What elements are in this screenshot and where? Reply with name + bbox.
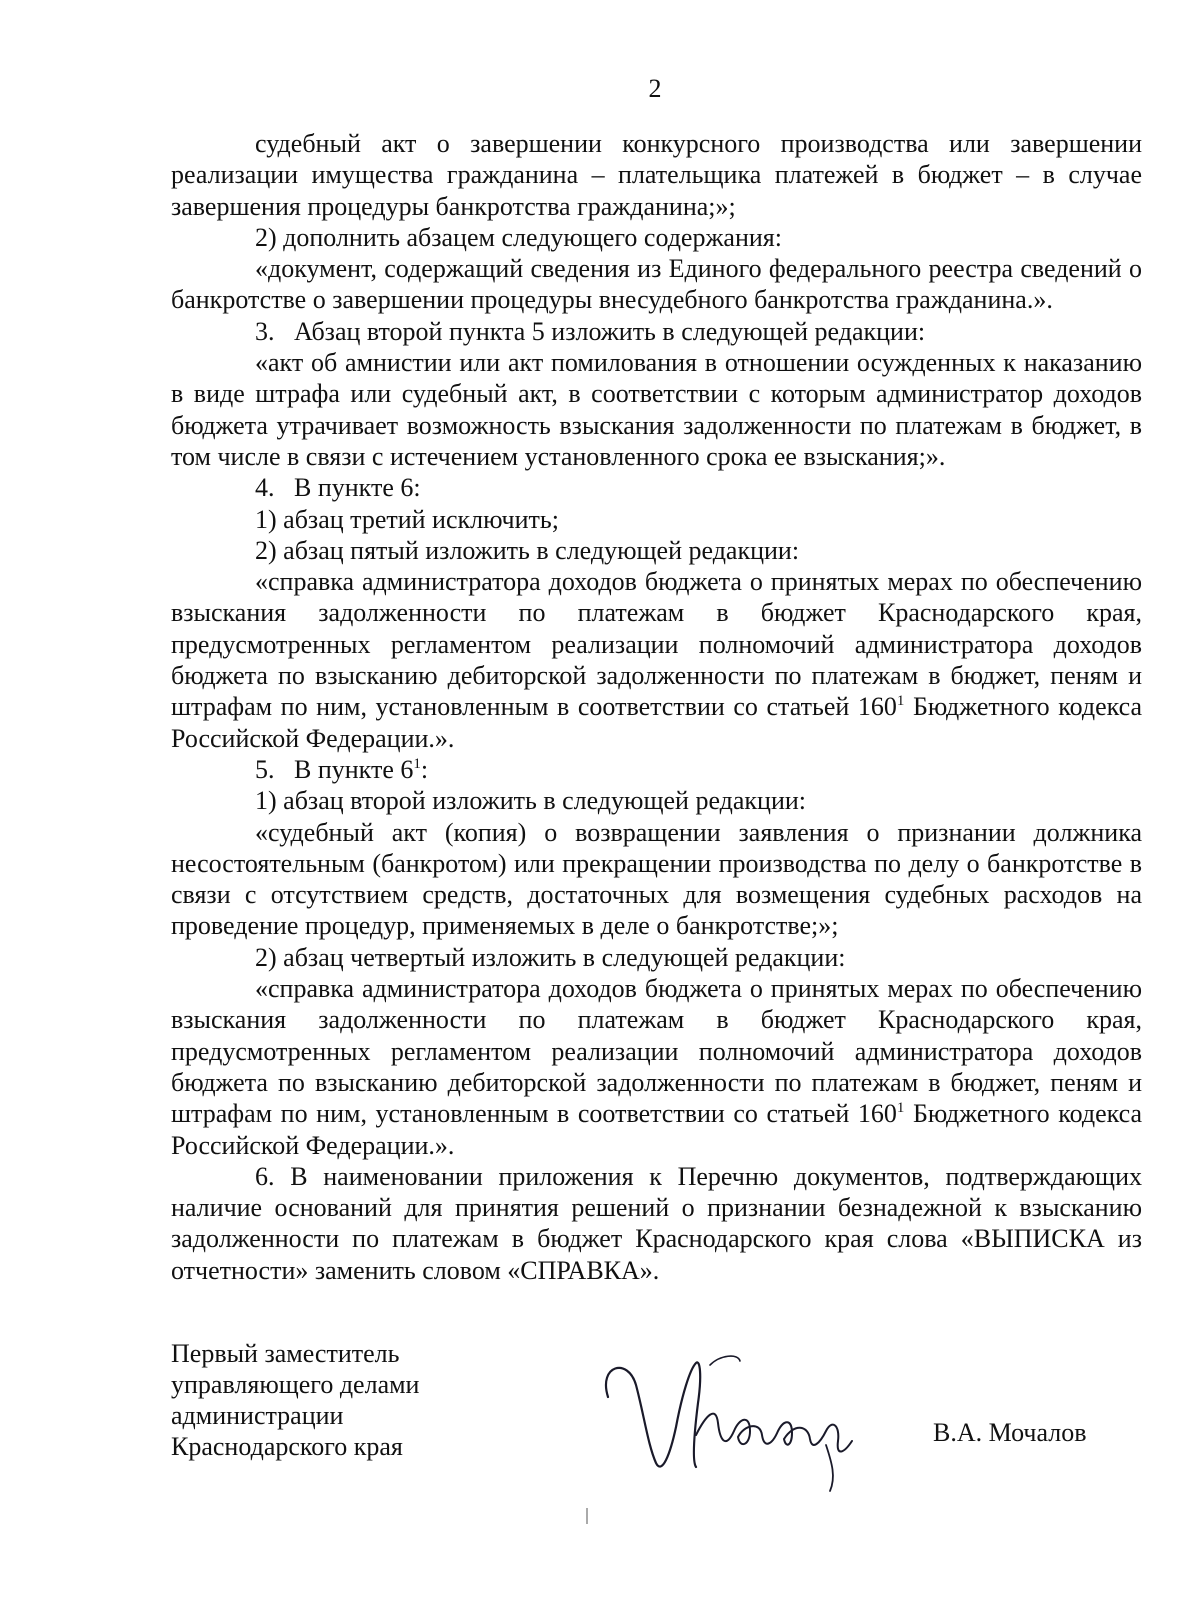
paragraph-item-2-paragraph-five: 2) абзац пятый изложить в следующей редакции: [255,535,800,565]
position-line: управляющего делами [171,1370,420,1399]
document-body [171,128,1142,1286]
position-line: Краснодарского края [171,1432,403,1461]
paragraph-item-2-paragraph-four: 2) абзац четвертый изложить в следующей редакции: [255,942,846,972]
page-number: 2 [648,74,662,103]
handwritten-signature [590,1345,880,1495]
superscript: 1 [896,1100,905,1117]
superscript: 1 [413,755,421,772]
text-segment: 5. В пункте 6 [255,754,414,784]
paragraph-item-1-exclude: 1) абзац третий исключить; [255,504,559,534]
signatory-position [171,1338,419,1462]
text-segment: «справка администратора доходов бюджета о принятых мерах по обеспечению взыскания задолженности по платежам в бюджет Краснодарского края, предусмотренных регламентом реализации полномочий администратора доходов бюджета по взысканию дебиторской задолженности по платежам в бюджет, пеням и штрафам по ним, установленным в соответствии со статьей 160 [171,974,1142,1129]
signer-name: В.А. Мочалов [933,1418,1087,1447]
paragraph-registry-document: «документ, содержащий сведения из Единого федерального реестра сведений о банкротстве о завершении процедуры внесудебного банкротства гражданина.». [171,254,1142,315]
paragraph-section-5 [171,754,1142,785]
position-line: администрации [171,1401,344,1430]
paragraph-section-3: 3. Абзац второй пункта 5 изложить в следующей редакции: [255,316,926,346]
scan-mark [586,1508,588,1524]
position-line: Первый заместитель [171,1339,400,1368]
text-segment: : [420,754,429,784]
paragraph-certificate-2 [171,973,1142,1161]
paragraph-amnesty-act: «акт об амнистии или акт помилования в отношении осужденных к наказанию в виде штрафа или судебный акт, в соответствии с которым администратор доходов бюджета утрачивает возможность взыскания задолженности по платежам в бюджет, в том числе в связи с истечением установленного срока ее взыскания;». [171,348,1142,471]
paragraph-item-2-add: 2) дополнить абзацем следующего содержания: [255,222,782,252]
paragraph-section-4: 4. В пункте 6: [255,473,421,503]
paragraph-item-1-paragraph-two: 1) абзац второй изложить в следующей редакции: [255,786,807,816]
text-segment: Бюджетного кодекса Российской Федерации.». [171,692,1142,753]
paragraph-bankruptcy-court-act: судебный акт о завершении конкурсного производства или завершении реализации имущества гражданина – плательщика платежей в бюджет – в случае завершения процедуры банкротства гражданина;»; [171,129,1142,221]
paragraph-court-act-copy: «судебный акт (копия) о возвращении заявления о признании должника несостоятельным (банкротом) или прекращении производства по делу о банкротстве в связи с отсутствием средств, достаточных для возмещения судебных расходов на проведение процедур, применяемых в деле о банкротстве;»; [171,817,1142,941]
paragraph-section-6: 6. В наименовании приложения к Перечню документов, подтверждающих наличие оснований для принятия решений о признании безнадежной к взысканию задолженности по платежам в бюджет Краснодарского края слова «ВЫПИСКА из отчетности» заменить словом «СПРАВКА». [171,1161,1142,1285]
text-segment: «справка администратора доходов бюджета о принятых мерах по обеспечению взыскания задолженности по платежам в бюджет Краснодарского края, предусмотренных регламентом реализации полномочий администратора доходов бюджета по взысканию дебиторской задолженности по платежам в бюджет, пеням и штрафам по ним, установленным в соответствии со статьей 160 [171,567,1142,722]
text-segment: Бюджетного кодекса Российской Федерации.». [171,1099,1142,1160]
paragraph-certificate-1 [171,566,1142,754]
superscript: 1 [896,693,905,710]
